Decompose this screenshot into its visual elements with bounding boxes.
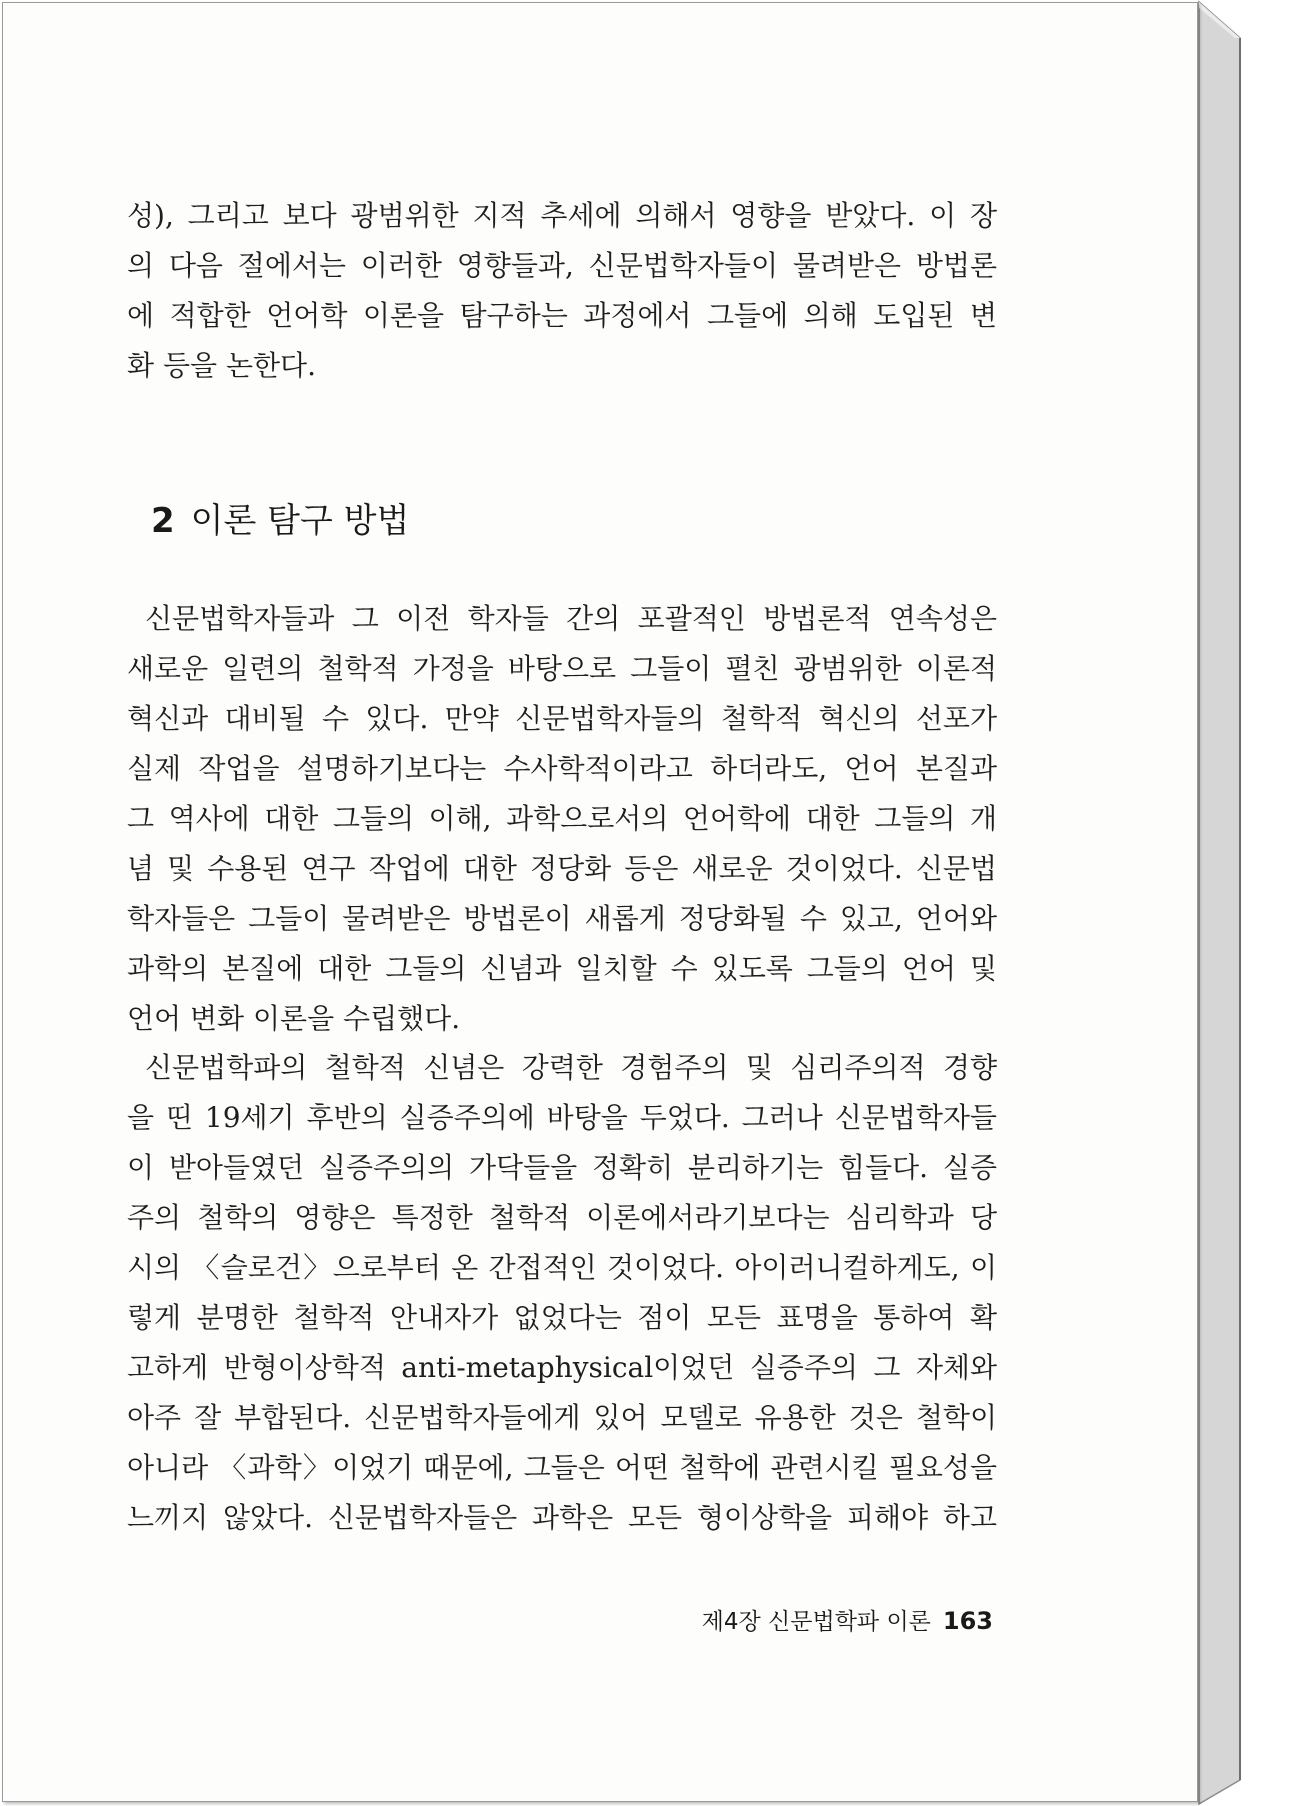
section-heading	[151, 493, 409, 549]
text-line: 렇게 분명한 철학적 안내자가 없었다는 점이 모든 표명을 통하여 확	[127, 1301, 997, 1334]
paragraph-continuation	[127, 191, 997, 391]
page-number: 163	[942, 1607, 993, 1635]
book-page	[2, 2, 1198, 1802]
text-line: 념 및 수용된 연구 작업에 대한 정당화 등은 새로운 것이었다. 신문법	[127, 852, 997, 885]
text-line: 이 받아들였던 실증주의의 가닥들을 정확히 분리하기는 힘들다. 실증	[127, 1151, 997, 1184]
paragraph	[127, 594, 997, 1044]
text-line: 아주 잘 부합된다. 신문법학자들에게 있어 모델로 유용한 것은 철학이	[127, 1401, 997, 1434]
text-line: 화 등을 논한다.	[127, 349, 316, 382]
text-line: 고하게 반형이상학적 anti-metaphysical이었던 실증주의 그 자체와	[127, 1351, 997, 1384]
text-line: 성), 그리고 보다 광범위한 지적 추세에 의해서 영향을 받았다. 이 장	[127, 199, 997, 232]
section-title: 이론 탐구 방법	[190, 501, 410, 541]
text-line: 신문법학자들과 그 이전 학자들 간의 포괄적인 방법론적 연속성은	[145, 602, 997, 635]
text-line: 새로운 일련의 철학적 가정을 바탕으로 그들이 펼친 광범위한 이론적	[127, 652, 997, 685]
text-line: 혁신과 대비될 수 있다. 만약 신문법학자들의 철학적 혁신의 선포가	[127, 702, 997, 735]
text-line: 그 역사에 대한 그들의 이해, 과학으로서의 언어학에 대한 그들의 개	[127, 802, 997, 835]
text-line: 시의 〈슬로건〉으로부터 온 간접적인 것이었다. 아이러니컬하게도, 이	[127, 1251, 997, 1284]
text-line: 학자들은 그들이 물려받은 방법론이 새롭게 정당화될 수 있고, 언어와	[127, 902, 997, 935]
book-edge-face	[1199, 2, 1240, 1804]
text-line: 의 다음 절에서는 이러한 영향들과, 신문법학자들이 물려받은 방법론	[127, 249, 997, 282]
text-line: 에 적합한 언어학 이론을 탐구하는 과정에서 그들에 의해 도입된 변	[127, 299, 997, 332]
text-line: 언어 변화 이론을 수립했다.	[127, 1002, 461, 1035]
text-line: 신문법학파의 철학적 신념은 강력한 경험주의 및 심리주의적 경향	[145, 1051, 997, 1084]
paragraph	[127, 1043, 997, 1543]
text-line: 과학의 본질에 대한 그들의 신념과 일치할 수 있도록 그들의 언어 및	[127, 952, 997, 985]
section-number: 2	[151, 501, 175, 541]
text-line: 아니라 〈과학〉이었기 때문에, 그들은 어떤 철학에 관련시킬 필요성을	[127, 1451, 997, 1484]
running-footer	[702, 1601, 993, 1641]
text-line: 실제 작업을 설명하기보다는 수사학적이라고 하더라도, 언어 본질과	[127, 752, 997, 785]
text-line: 을 띤 19세기 후반의 실증주의에 바탕을 두었다. 그러나 신문법학자들	[127, 1101, 997, 1134]
text-line: 느끼지 않았다. 신문법학자들은 과학은 모든 형이상학을 피해야 하고	[127, 1501, 997, 1534]
text-line: 주의 철학의 영향은 특정한 철학적 이론에서라기보다는 심리학과 당	[127, 1201, 997, 1234]
chapter-label: 제4장 신문법학파 이론	[701, 1609, 931, 1635]
